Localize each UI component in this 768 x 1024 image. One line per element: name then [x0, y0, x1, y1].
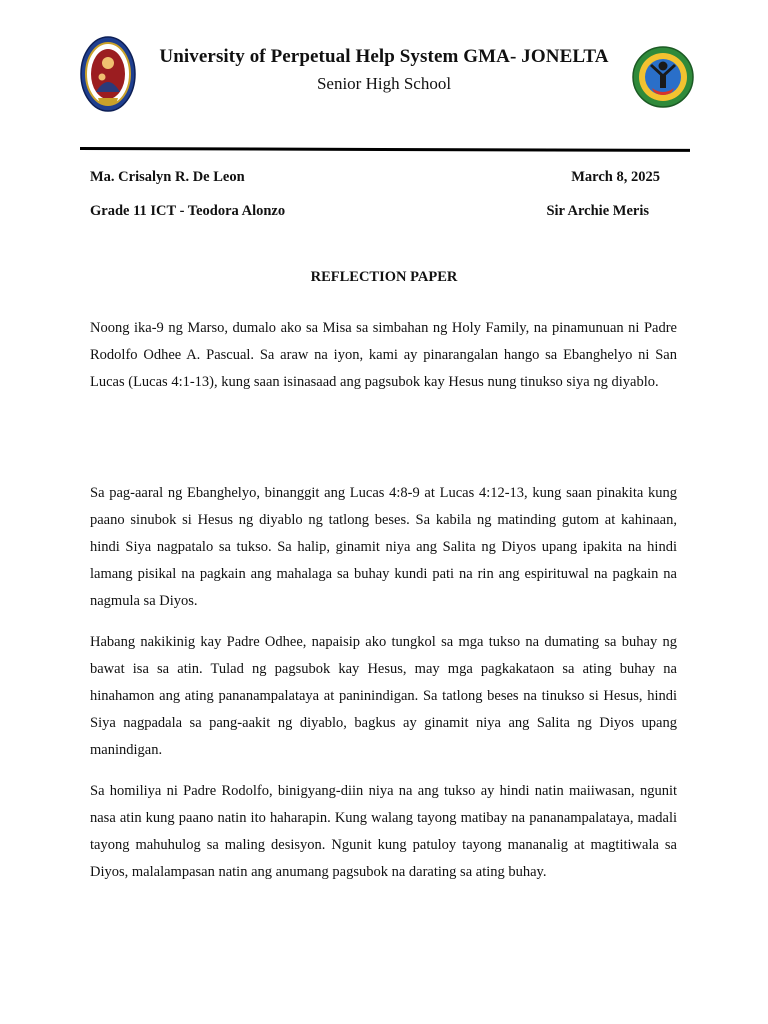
- school-subtitle: Senior High School: [316, 74, 452, 93]
- paragraph: Sa homiliya ni Padre Rodolfo, binigyang-diin niya na ang tukso ay hindi natin maiiwasan, ngunit nasa atin kung paano natin ito haharapin. Kung walang tayong matibay na pananampalataya, madali tayong mahuhulog sa maling desisyon. Ngunit kung patuloy tayong mananalig at magtitiwala sa Diyos, malalampasan natin ang anumang pagsubok na darating sa ating buhay.: [90, 783, 677, 880]
- paragraph: Habang nakikinig kay Padre Odhee, napaisip ako tungkol sa mga tukso na dumating sa buhay ng bawat isa sa atin. Tulad ng pagsubok kay Hesus, may mga pagkakataon sa ating buhay na hinahamon ang ating pananampalataya at paninindigan. Sa tatlong beses na tinukso si Hesus, hindi Siya nagpadala sa pang-aakit ng diyablo, bagkus ay ginamit niya ang Salita ng Diyos upang manindigan.: [90, 634, 677, 758]
- teacher-name: Sir Archie Meris: [546, 203, 649, 219]
- paragraph: Noong ika-9 ng Marso, dumalo ako sa Misa sa simbahan ng Holy Family, na pinamunuan ni Padre Rodolfo Odhee A. Pascual. Sa araw na iyon, kami ay pinarangalan hango sa Ebanghelyo ni San Lucas (Lucas 4:1-13), kung saan isinasaad ang pagsubok kay Hesus nung tinukso siya ng diyablo.: [90, 320, 677, 390]
- school-name: University of Perpetual Help System GMA- JONELTA: [159, 46, 609, 67]
- document-title: REFLECTION PAPER: [310, 269, 458, 285]
- senior-high-school-seal-icon: [632, 44, 694, 110]
- paragraph: Sa pag-aaral ng Ebanghelyo, binanggit ang Lucas 4:8-9 at Lucas 4:12-13, kung saan pinakita kung paano sinubok si Hesus ng diyablo ng tatlong beses. Sa kabila ng matinding gutom at kahinaan, hindi Siya nagpatalo sa tukso. Sa halip, ginamit niya ang Salita ng Diyos upang ipakita na hindi lamang pisikal na pagkain ang mahalaga sa buhay kundi pati na rin ang espirituwal na pagkain na nagmula sa Diyos.: [90, 485, 677, 609]
- letterhead: [0, 30, 768, 126]
- header-divider: [80, 147, 690, 152]
- document-date: March 8, 2025: [571, 169, 660, 185]
- student-name: Ma. Crisalyn R. De Leon: [90, 169, 245, 185]
- grade-section: Grade 11 ICT - Teodora Alonzo: [90, 203, 286, 219]
